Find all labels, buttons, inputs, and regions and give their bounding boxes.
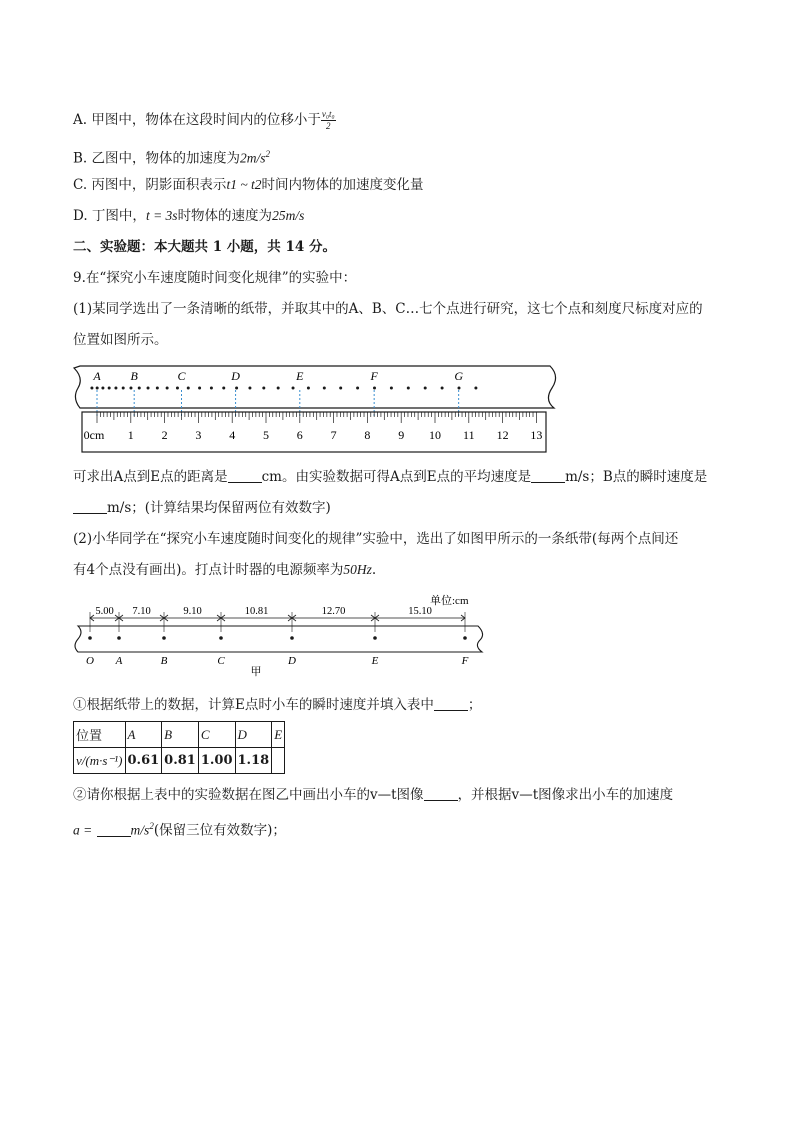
tape-dot [262, 387, 265, 390]
tape-dot [248, 387, 251, 390]
tape-dot [407, 387, 410, 390]
ruler-point-label: F [370, 369, 378, 383]
answer-blank-e-velocity[interactable] [434, 696, 468, 711]
tape-point-label: O [86, 655, 94, 667]
ruler-tick-number: 7 [330, 428, 337, 442]
tape-point [88, 636, 92, 640]
table-row-label: v/(m·s⁻¹) [74, 748, 126, 774]
part2-text-line1: (2)小华同学在“探究小车速度随时间变化的规律”实验中，选出了如图甲所示的一条纸带(每两个点间还 [73, 531, 679, 547]
tape-point-labels [86, 655, 469, 667]
answer-blank-acceleration[interactable] [97, 822, 131, 837]
tape-segment-label: 7.10 [132, 606, 151, 617]
tape-dot [292, 387, 295, 390]
question-stem: 9.在“探究小车速度随时间变化规律”的实验中： [73, 270, 357, 286]
tape-point [117, 636, 121, 640]
tape-dot [147, 387, 150, 390]
table-header-cell: A [125, 722, 162, 748]
ruler-tick-number: 12 [496, 428, 509, 442]
tape-dot [108, 387, 111, 390]
ruler-tick-number: 0cm [83, 428, 105, 442]
tape-figure [70, 592, 490, 680]
tape-point [162, 636, 166, 640]
tape-points [88, 636, 467, 640]
ruler-tick-number: 10 [429, 428, 441, 442]
tape-dot [166, 387, 169, 390]
tape-dot [307, 387, 310, 390]
tape-dot [457, 387, 460, 390]
tape-dot [122, 387, 125, 390]
tape-segment-label: 12.70 [321, 606, 346, 617]
table-cell: 1.18 [235, 748, 272, 774]
ruler-point-label: E [296, 369, 304, 383]
ruler-body [82, 412, 546, 452]
answer-blank-ae-distance[interactable] [228, 468, 262, 483]
tape-dot [187, 387, 190, 390]
answer-blank-average-velocity[interactable] [531, 468, 565, 483]
option-b: B. 乙图中，物体的加速度为$2m/s^2$ [73, 149, 271, 167]
ruler-point-label: C [177, 369, 186, 383]
tape-dot [277, 387, 280, 390]
option-c: C. 丙图中，阴影面积表示t1 ~ t2时间内物体的加速度变化量 [73, 177, 424, 193]
tape-dot [424, 387, 427, 390]
table-header-cell: B [162, 722, 199, 748]
option-d: D. 丁图中，t = 3s时物体的速度为25m/s [73, 208, 305, 224]
tape-segment-label: 15.10 [408, 606, 432, 617]
table-header-cell: D [235, 722, 272, 748]
tape-unit-label: 单位:cm [430, 595, 469, 607]
answer-blank-vt-graph[interactable] [424, 786, 458, 801]
ruler-tick-number: 1 [127, 428, 134, 442]
ruler-tick-number: 11 [463, 428, 475, 442]
velocity-table [73, 721, 285, 774]
part1-answer-line1: 可求出A点到E点的距离是 cm。由实验数据可得A点到E点的平均速度是 m/s；B点的瞬时速度是 [73, 469, 708, 485]
tape-dot [373, 387, 376, 390]
sub2-text-line1: ②请你根据上表中的实验数据在图乙中画出小车的v—t图像 ，并根据v—t图像求出小车的加速度 [73, 787, 674, 803]
table-cell: 0.81 [162, 748, 199, 774]
table-header-cell: 位置 [74, 722, 126, 748]
ruler-tick-number: 9 [398, 428, 405, 442]
tape-point-label: E [371, 655, 379, 667]
ruler-point-label: D [231, 369, 240, 383]
tape-dot [101, 387, 104, 390]
sub2-text-line2: $a = m/s^2$(保留三位有效数字)； [73, 821, 286, 839]
ruler-tick-number: 4 [229, 428, 236, 442]
table-header-cell: C [198, 722, 235, 748]
option-a: A. 甲图中，物体在这段时间内的位移小于 $\frac{\text{v₀t₀}}{2}$ [73, 109, 335, 131]
part1-text-line2: 位置如图所示。 [73, 332, 168, 348]
tape-segment-label: 5.00 [95, 606, 114, 617]
sub1-text: ①根据纸带上的数据，计算E点时小车的瞬时速度并填入表中 ； [73, 697, 482, 713]
table-header-cell: E [272, 722, 285, 748]
ruler-tick-number: 3 [195, 428, 202, 442]
tape-dot [96, 387, 99, 390]
tape-dot [356, 387, 359, 390]
ruler-tick-number: 2 [161, 428, 168, 442]
tape-dot [156, 387, 159, 390]
fraction: $\frac{\text{v₀t₀}}{2}$ [321, 109, 335, 131]
part1-text-line1: (1)某同学选出了一条清晰的纸带，并取其中的A、B、C…七个点进行研究，这七个点和刻度尺标度对应的 [73, 301, 703, 317]
tape-dot [323, 387, 326, 390]
ruler-tick-number: 6 [296, 428, 303, 442]
section-title: 二、实验题：本大题共 1 小题，共 14 分。 [73, 239, 336, 255]
ruler-ticks [97, 412, 536, 423]
tape-dots [90, 387, 477, 390]
tape-dot [441, 387, 444, 390]
table-cell: 1.00 [198, 748, 235, 774]
tape-dot [198, 387, 201, 390]
tape-segments [90, 606, 465, 632]
tape-dot [235, 387, 238, 390]
tape-dot [474, 387, 477, 390]
tape-caption: 甲 [250, 666, 262, 678]
tape-dot [390, 387, 393, 390]
answer-blank-b-velocity[interactable] [73, 499, 107, 514]
tape-dot [339, 387, 342, 390]
ruler-figure [70, 360, 560, 456]
tape-dot [210, 387, 213, 390]
ruler-tick-number: 13 [530, 428, 543, 442]
tape-segment-label: 9.10 [183, 606, 202, 617]
tape-point-label: F [461, 655, 469, 667]
tape-point [219, 636, 223, 640]
part2-text-line2: 有4个点没有画出)。打点计时器的电源频率为50Hz. [73, 562, 377, 578]
ruler-tick-number: 8 [364, 428, 371, 442]
table-row [74, 748, 285, 774]
ruler-point-label: G [454, 369, 463, 383]
tape-dot [222, 387, 225, 390]
tape-point-label: A [115, 655, 123, 667]
tape-dot [176, 387, 179, 390]
table-header-row [74, 722, 285, 748]
tape-point-label: D [288, 655, 296, 667]
tape-segment-label: 10.81 [244, 606, 269, 617]
ruler-point-label: B [130, 369, 138, 383]
tape-dot [138, 387, 141, 390]
part1-answer-line2: m/s；(计算结果均保留两位有效数字) [73, 498, 331, 518]
tape-dot [114, 387, 117, 390]
tape-point [373, 636, 377, 640]
ruler-tick-numbers [84, 428, 543, 442]
table-cell-blank-e[interactable] [272, 748, 285, 774]
tape-point-label: C [217, 655, 225, 667]
tape-dot [90, 387, 93, 390]
table-cell: 0.61 [125, 748, 162, 774]
ruler-point-label: A [93, 369, 101, 383]
tape-dot [129, 387, 132, 390]
tape-point [463, 636, 467, 640]
ruler-tick-number: 5 [263, 428, 269, 442]
ruler-point-labels [92, 369, 463, 383]
tape-point [290, 636, 294, 640]
tape-point-label: B [160, 655, 168, 667]
